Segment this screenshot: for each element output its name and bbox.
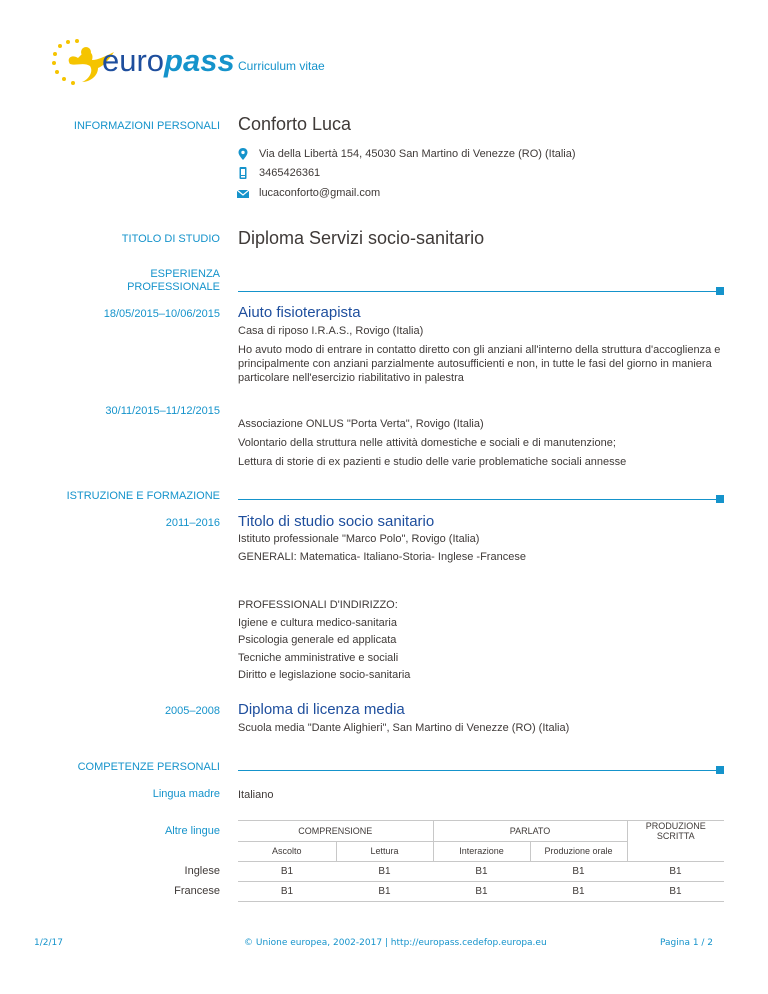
experience-1-description <box>238 343 720 385</box>
level-cell: B1 <box>238 861 336 881</box>
experience-1-desc-line3: particolare nell'esercizio riabilitativo in palestra <box>238 372 464 384</box>
experience-rule <box>238 291 716 292</box>
experience-2-desc-line1: Volontario della struttura nelle attività domestiche e sociali e di manutenzione; <box>238 437 616 449</box>
experience-rule-square <box>716 287 724 295</box>
header-speaking: PARLATO <box>433 821 627 842</box>
experience-1-desc-line2: principalmente con anziani parzialmente autosufficienti e non, in tutte le fasi del giorno in maniera <box>238 358 712 370</box>
education-section-label: ISTRUZIONE E FORMAZIONE <box>66 490 220 502</box>
experience-2-dates: 30/11/2015–11/12/2015 <box>105 405 220 417</box>
experience-2-employer: Associazione ONLUS "Porta Verta", Rovigo (Italia) <box>238 418 484 430</box>
header-oral-production: Produzione orale <box>530 841 627 861</box>
level-cell: B1 <box>433 861 530 881</box>
personal-info-label: INFORMAZIONI PERSONALI <box>73 120 220 132</box>
experience-label-line1: ESPERIENZA <box>150 268 220 280</box>
education-2-dates: 2005–2008 <box>164 705 220 717</box>
level-cell: B1 <box>530 861 627 881</box>
experience-section-label <box>127 268 220 294</box>
education-1-prof-label: PROFESSIONALI D'INDIRIZZO: <box>238 599 398 611</box>
mother-tongue-label: Lingua madre <box>152 788 220 800</box>
title-study-label: TITOLO DI STUDIO <box>121 233 220 245</box>
europass-logo <box>48 36 235 92</box>
level-cell: B1 <box>336 881 433 901</box>
education-1-title: Titolo di studio socio sanitario <box>238 513 435 530</box>
title-study-value: Diploma Servizi socio-sanitario <box>238 228 485 248</box>
education-1-general: GENERALI: Matematica- Italiano-Storia- Inglese -Francese <box>238 551 526 563</box>
header-interaction: Interazione <box>433 841 530 861</box>
header-comprehension: COMPRENSIONE <box>238 821 433 842</box>
mobile-phone-icon <box>236 166 250 180</box>
language-row-inglese <box>238 861 724 881</box>
level-cell: B1 <box>433 881 530 901</box>
footer-page-number: Pagina 1 / 2 <box>660 938 714 948</box>
languages-table <box>238 820 724 902</box>
education-1-subject: Psicologia generale ed applicata <box>238 634 397 646</box>
education-1-subject: Igiene e cultura medico-sanitaria <box>238 617 397 629</box>
language-name-francese: Francese <box>174 885 220 897</box>
skills-section-label: COMPETENZE PERSONALI <box>77 761 220 773</box>
header-reading: Lettura <box>336 841 433 861</box>
level-cell: B1 <box>627 881 724 901</box>
other-languages-label: Altre lingue <box>164 825 220 837</box>
phone-text: 3465426361 <box>259 167 321 179</box>
logo-text-euro: euro <box>102 43 165 78</box>
location-pin-icon <box>236 147 250 161</box>
experience-1-role: Aiuto fisioterapista <box>238 304 361 321</box>
experience-2-desc-line2: Lettura di storie di ex pazienti e studio delle varie problematiche sociali annesse <box>238 456 627 468</box>
skills-rule-square <box>716 766 724 774</box>
experience-1-dates: 18/05/2015–10/06/2015 <box>103 308 220 320</box>
experience-label-line2: PROFESSIONALE <box>127 281 220 293</box>
experience-1-desc-line1: Ho avuto modo di entrare in contatto diretto con gli anziani all'interno della struttura d'accoglienza e <box>238 344 721 356</box>
person-name: Conforto Luca <box>238 114 352 134</box>
education-1-subject: Diritto e legislazione socio-sanitaria <box>238 669 411 681</box>
education-2-school: Scuola media "Dante Alighieri", San Martino di Venezze (RO) (Italia) <box>238 722 570 734</box>
header-writing-empty <box>627 841 724 861</box>
education-2-title: Diploma di licenza media <box>238 701 405 718</box>
skills-rule <box>238 770 716 771</box>
header-writing: PRODUZIONE SCRITTA <box>627 821 724 842</box>
level-cell: B1 <box>238 881 336 901</box>
mother-tongue-value: Italiano <box>238 789 274 801</box>
language-row-francese <box>238 881 724 901</box>
footer-date: 1/2/17 <box>34 938 63 948</box>
level-cell: B1 <box>530 881 627 901</box>
header-listening: Ascolto <box>238 841 336 861</box>
address-text: Via della Libertà 154, 45030 San Martino di Venezze (RO) (Italia) <box>259 148 576 160</box>
level-cell: B1 <box>627 861 724 881</box>
education-rule <box>238 499 716 500</box>
logo-text-pass: pass <box>164 43 235 78</box>
education-rule-square <box>716 495 724 503</box>
education-1-school: Istituto professionale "Marco Polo", Rovigo (Italia) <box>238 533 480 545</box>
envelope-icon <box>236 187 250 201</box>
email-text[interactable]: lucaconforto@gmail.com <box>259 187 381 199</box>
education-1-subject: Tecniche amministrative e sociali <box>238 652 399 664</box>
footer-copyright[interactable]: © Unione europea, 2002-2017 | http://europass.cedefop.europa.eu <box>244 938 547 948</box>
document-title: Curriculum vitae <box>238 59 325 73</box>
experience-1-employer: Casa di riposo I.R.A.S., Rovigo (Italia) <box>238 325 424 337</box>
language-name-inglese: Inglese <box>184 865 220 877</box>
level-cell: B1 <box>336 861 433 881</box>
education-1-dates: 2011–2016 <box>165 517 220 529</box>
